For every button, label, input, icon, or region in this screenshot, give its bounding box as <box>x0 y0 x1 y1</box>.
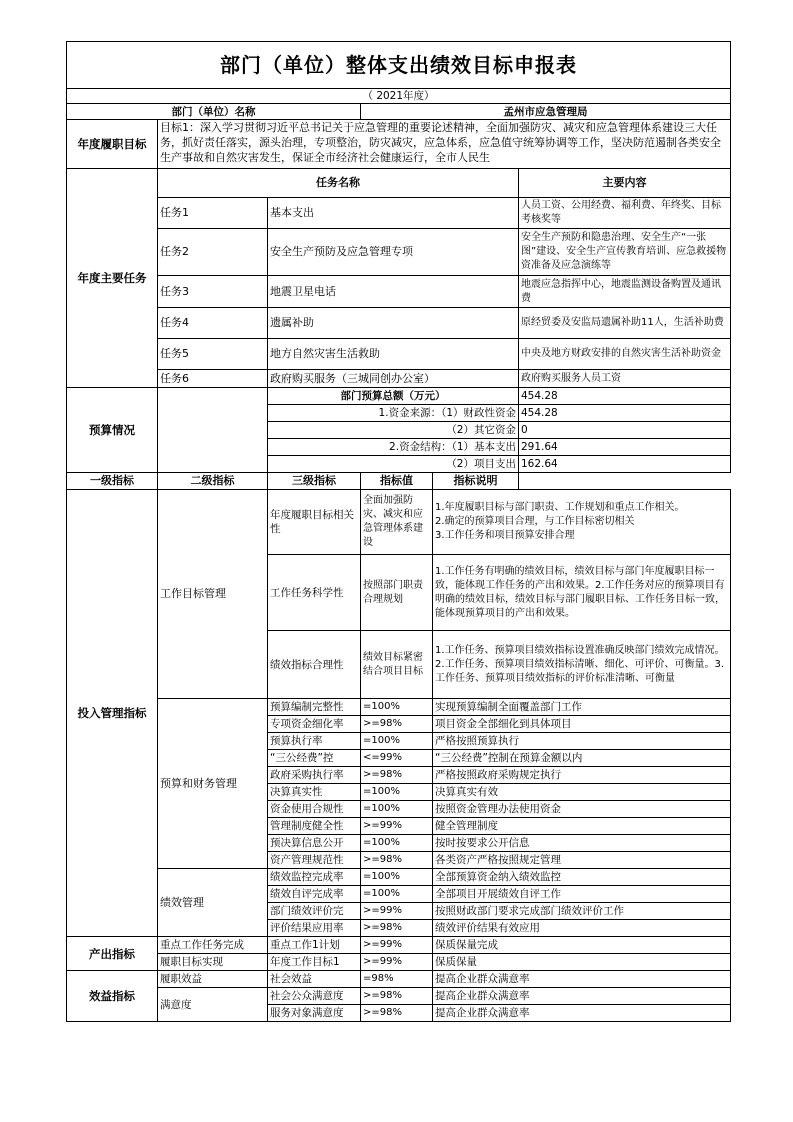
indicator-value: >=98% <box>361 852 433 869</box>
indicator-desc: 提高企业群众满意率 <box>433 971 731 988</box>
indicator-value: 绩效目标紧密结合项目目标 <box>361 631 433 699</box>
indicator-value: =100% <box>361 784 433 801</box>
indicator-desc: 提高企业群众满意率 <box>433 1005 731 1022</box>
task-name: 基本支出 <box>268 198 519 229</box>
indicator-level3: 绩效监控完成率 <box>268 869 361 886</box>
annual-goal-label: 年度履职目标 <box>67 120 158 169</box>
indicator-level2: 满意度 <box>158 988 268 1022</box>
indicator-value: >=99% <box>361 954 433 971</box>
task-name: 地震卫星电话 <box>268 276 519 308</box>
indicator-desc: 实现预算编制全面覆盖部门工作 <box>433 699 731 716</box>
indicator-desc: 各类资产严格按照规定管理 <box>433 852 731 869</box>
indicator-level2: 履职目标实现 <box>158 954 268 971</box>
indicator-level3: 绩效自评完成率 <box>268 886 361 903</box>
indicator-desc: 按照财政部门要求完成部门绩效评价工作 <box>433 903 731 920</box>
indicator-desc: 按时按要求公开信息 <box>433 835 731 852</box>
indicator-header-row <box>67 473 731 490</box>
indicator-desc: 按照资金管理办法使用资金 <box>433 801 731 818</box>
indicator-level3: 预算编制完整性 <box>268 699 361 716</box>
year-label: （ 2021年度） <box>67 89 731 104</box>
task-id: 任务3 <box>158 276 268 308</box>
task-name: 政府购买服务（三城同创办公室） <box>268 370 519 388</box>
indicator-desc: 决算真实有效 <box>433 784 731 801</box>
benefit-level1: 效益指标 <box>67 971 158 1022</box>
budget-value: 454.28 <box>519 405 731 422</box>
indicator-value: >=99% <box>361 937 433 954</box>
indicator-row <box>67 988 731 1005</box>
budget-label: （2）项目支出 <box>268 456 519 473</box>
task-name-header: 任务名称 <box>158 169 519 198</box>
task-content: 地震应急指挥中心，地震监测设备购置及通讯费 <box>519 276 731 308</box>
indicator-value: >=98% <box>361 988 433 1005</box>
indicator-value: >=98% <box>361 1005 433 1022</box>
task-content-header: 主要内容 <box>519 169 731 198</box>
indicator-value: <=99% <box>361 750 433 767</box>
indicator-desc: 绩效评价结果有效应用 <box>433 920 731 937</box>
indicator-row <box>67 954 731 971</box>
annual-goal-content: 目标1：深入学习贯彻习近平总书记关于应急管理的重要论述精神，全面加强防灾、减灾和应急管理体系建设三大任务，抓好责任落实，源头治理，专项整治，防灾减灾，应急体系，应急值守统筹协调等工作，坚决防范遏制各类安全生产事故和自然灾害发生，保证全市经济社会健康运行，全市人民生 <box>160 121 721 164</box>
task-row <box>67 198 731 229</box>
indicator-value: =100% <box>361 733 433 750</box>
budget-label: 2.资金结构：（1）基本支出 <box>268 439 519 456</box>
indicator-row <box>67 699 731 716</box>
input-mgmt-level1: 投入管理指标 <box>67 490 158 937</box>
indicator-desc: 提高企业群众满意率 <box>433 988 731 1005</box>
indicator-level2: 重点工作任务完成 <box>158 937 268 954</box>
indicator-level3: 政府采购执行率 <box>268 767 361 784</box>
task-name: 遗属补助 <box>268 308 519 339</box>
indicator-value: >=99% <box>361 818 433 835</box>
indicator-desc: 项目资金全部细化到具体项目 <box>433 716 731 733</box>
indicator-value: >=98% <box>361 920 433 937</box>
budget-label: 部门预算总额（万元） <box>268 388 519 405</box>
indicator-value: =100% <box>361 886 433 903</box>
indicator-value: =100% <box>361 869 433 886</box>
tasks-section-label: 年度主要任务 <box>67 169 158 388</box>
indicator-desc: 保质保量 <box>433 954 731 971</box>
performance-level2: 绩效管理 <box>158 869 268 937</box>
indicator-level3: 工作任务科学性 <box>268 555 361 631</box>
task-name: 地方自然灾害生活救助 <box>268 339 519 370</box>
task-row <box>67 339 731 370</box>
indicator-level3: 预算执行率 <box>268 733 361 750</box>
task-row <box>67 276 731 308</box>
indicator-desc: 1.工作任务、预算项目绩效指标设置准确反映部门绩效完成情况。2.工作任务、预算项目绩效指标清晰、细化、可评价、可衡量。3.工作任务、预算项目绩效指标的评价标准清晰、可衡量 <box>433 631 731 699</box>
indicator-row <box>67 971 731 988</box>
form-title: 部门（单位）整体支出绩效目标申报表 <box>67 42 731 89</box>
task-id: 任务6 <box>158 370 268 388</box>
level2-header: 二级指标 <box>158 473 268 490</box>
indicator-value: >=98% <box>361 767 433 784</box>
task-id: 任务5 <box>158 339 268 370</box>
indicator-level3: 年度工作目标1 <box>268 954 361 971</box>
indicator-desc: 保质保量完成 <box>433 937 731 954</box>
task-name: 安全生产预防及应急管理专项 <box>268 229 519 276</box>
budget-spacer <box>158 388 268 473</box>
task-id: 任务2 <box>158 229 268 276</box>
indicator-level3: 管理制度健全性 <box>268 818 361 835</box>
indicator-value: >=99% <box>361 903 433 920</box>
task-content: 人员工资、公用经费、福利费、年终奖、目标考核奖等 <box>519 198 731 229</box>
indicator-level3: 决算真实性 <box>268 784 361 801</box>
budget-value: 0 <box>519 422 731 439</box>
indicator-desc: 1.年度履职目标与部门职责、工作规划和重点工作相关。 2.确定的预算项目合理，与工作目标密切相关 3.工作任务和项目预算安排合理 <box>433 490 731 555</box>
indicator-level2: 履职效益 <box>158 971 268 988</box>
budget-label: （2）其它资金 <box>268 422 519 439</box>
level1-header: 一级指标 <box>67 473 158 490</box>
indicator-value: 按照部门职责合理规划 <box>361 555 433 631</box>
indicator-value: =98% <box>361 971 433 988</box>
budget-finance-level2: 预算和财务管理 <box>158 699 268 869</box>
indicator-level3: 重点工作1计划 <box>268 937 361 954</box>
indicator-level3: 资金使用合规性 <box>268 801 361 818</box>
budget-row <box>67 388 731 405</box>
budget-value: 291.64 <box>519 439 731 456</box>
indicator-level3: 专项资金细化率 <box>268 716 361 733</box>
desc-header: 指标说明 <box>433 473 519 490</box>
task-id: 任务4 <box>158 308 268 339</box>
indicator-value: =100% <box>361 835 433 852</box>
indicator-row <box>67 490 731 555</box>
budget-value: 454.28 <box>519 388 731 405</box>
work-goal-level2: 工作目标管理 <box>158 490 268 699</box>
indicator-level3: 部门绩效评价完 <box>268 903 361 920</box>
budget-value: 162.64 <box>519 456 731 473</box>
task-content: 政府购买服务人员工资 <box>519 370 731 388</box>
indicator-desc: 严格按照预算执行 <box>433 733 731 750</box>
output-level1: 产出指标 <box>67 937 158 971</box>
indicator-value: >=98% <box>361 716 433 733</box>
indicator-level3: 社会公众满意度 <box>268 988 361 1005</box>
dept-label: 部门（单位）名称 <box>67 104 361 120</box>
task-content: 中央及地方财政安排的自然灾害生活补助资金 <box>519 339 731 370</box>
task-row <box>67 370 731 388</box>
budget-section-label: 预算情况 <box>67 388 158 473</box>
indicator-row <box>67 937 731 954</box>
indicator-level3: “三公经费”控 <box>268 750 361 767</box>
indicator-level3: 服务对象满意度 <box>268 1005 361 1022</box>
indicator-desc: “三公经费”控制在预算金额以内 <box>433 750 731 767</box>
indicator-level3: 年度履职目标相关性 <box>268 490 361 555</box>
annual-goal-text <box>158 120 731 169</box>
indicator-value: 全面加强防灾、减灾和应急管理体系建设 <box>361 490 433 555</box>
budget-label: 1.资金来源：（1）财政性资金 <box>268 405 519 422</box>
indicator-level3: 绩效指标合理性 <box>268 631 361 699</box>
indicator-level3: 资产管理规范性 <box>268 852 361 869</box>
indicator-level3: 预决算信息公开 <box>268 835 361 852</box>
task-row <box>67 229 731 276</box>
dept-name: 孟州市应急管理局 <box>361 104 731 120</box>
indicator-level3: 评价结果应用率 <box>268 920 361 937</box>
value-header: 指标值 <box>361 473 433 490</box>
level3-header: 三级指标 <box>268 473 361 490</box>
task-content: 安全生产预防和隐患治理、安全生产“一张图”建设、安全生产宣传教育培训、应急救援物资准备及应急演练等 <box>519 229 731 276</box>
indicator-level3: 社会效益 <box>268 971 361 988</box>
task-row <box>67 308 731 339</box>
indicator-value: =100% <box>361 801 433 818</box>
indicator-desc: 1.工作任务有明确的绩效目标，绩效目标与部门年度履职目标一致，能体现工作任务的产出和效果。2.工作任务对应的预算项目有明确的绩效目标，绩效目标与部门履职目标、工作任务目标一致，能体现预算项目的产出和效果。 <box>433 555 731 631</box>
indicator-desc: 严格按照政府采购规定执行 <box>433 767 731 784</box>
indicator-desc: 健全管理制度 <box>433 818 731 835</box>
indicator-value: =100% <box>361 699 433 716</box>
indicator-desc: 全部项目开展绩效自评工作 <box>433 886 731 903</box>
indicator-desc: 全部预算资金纳入绩效监控 <box>433 869 731 886</box>
task-id: 任务1 <box>158 198 268 229</box>
task-content: 原经贸委及安监局遗属补助11人，生活补助费 <box>519 308 731 339</box>
performance-target-table <box>66 41 731 1022</box>
indicator-row <box>67 869 731 886</box>
